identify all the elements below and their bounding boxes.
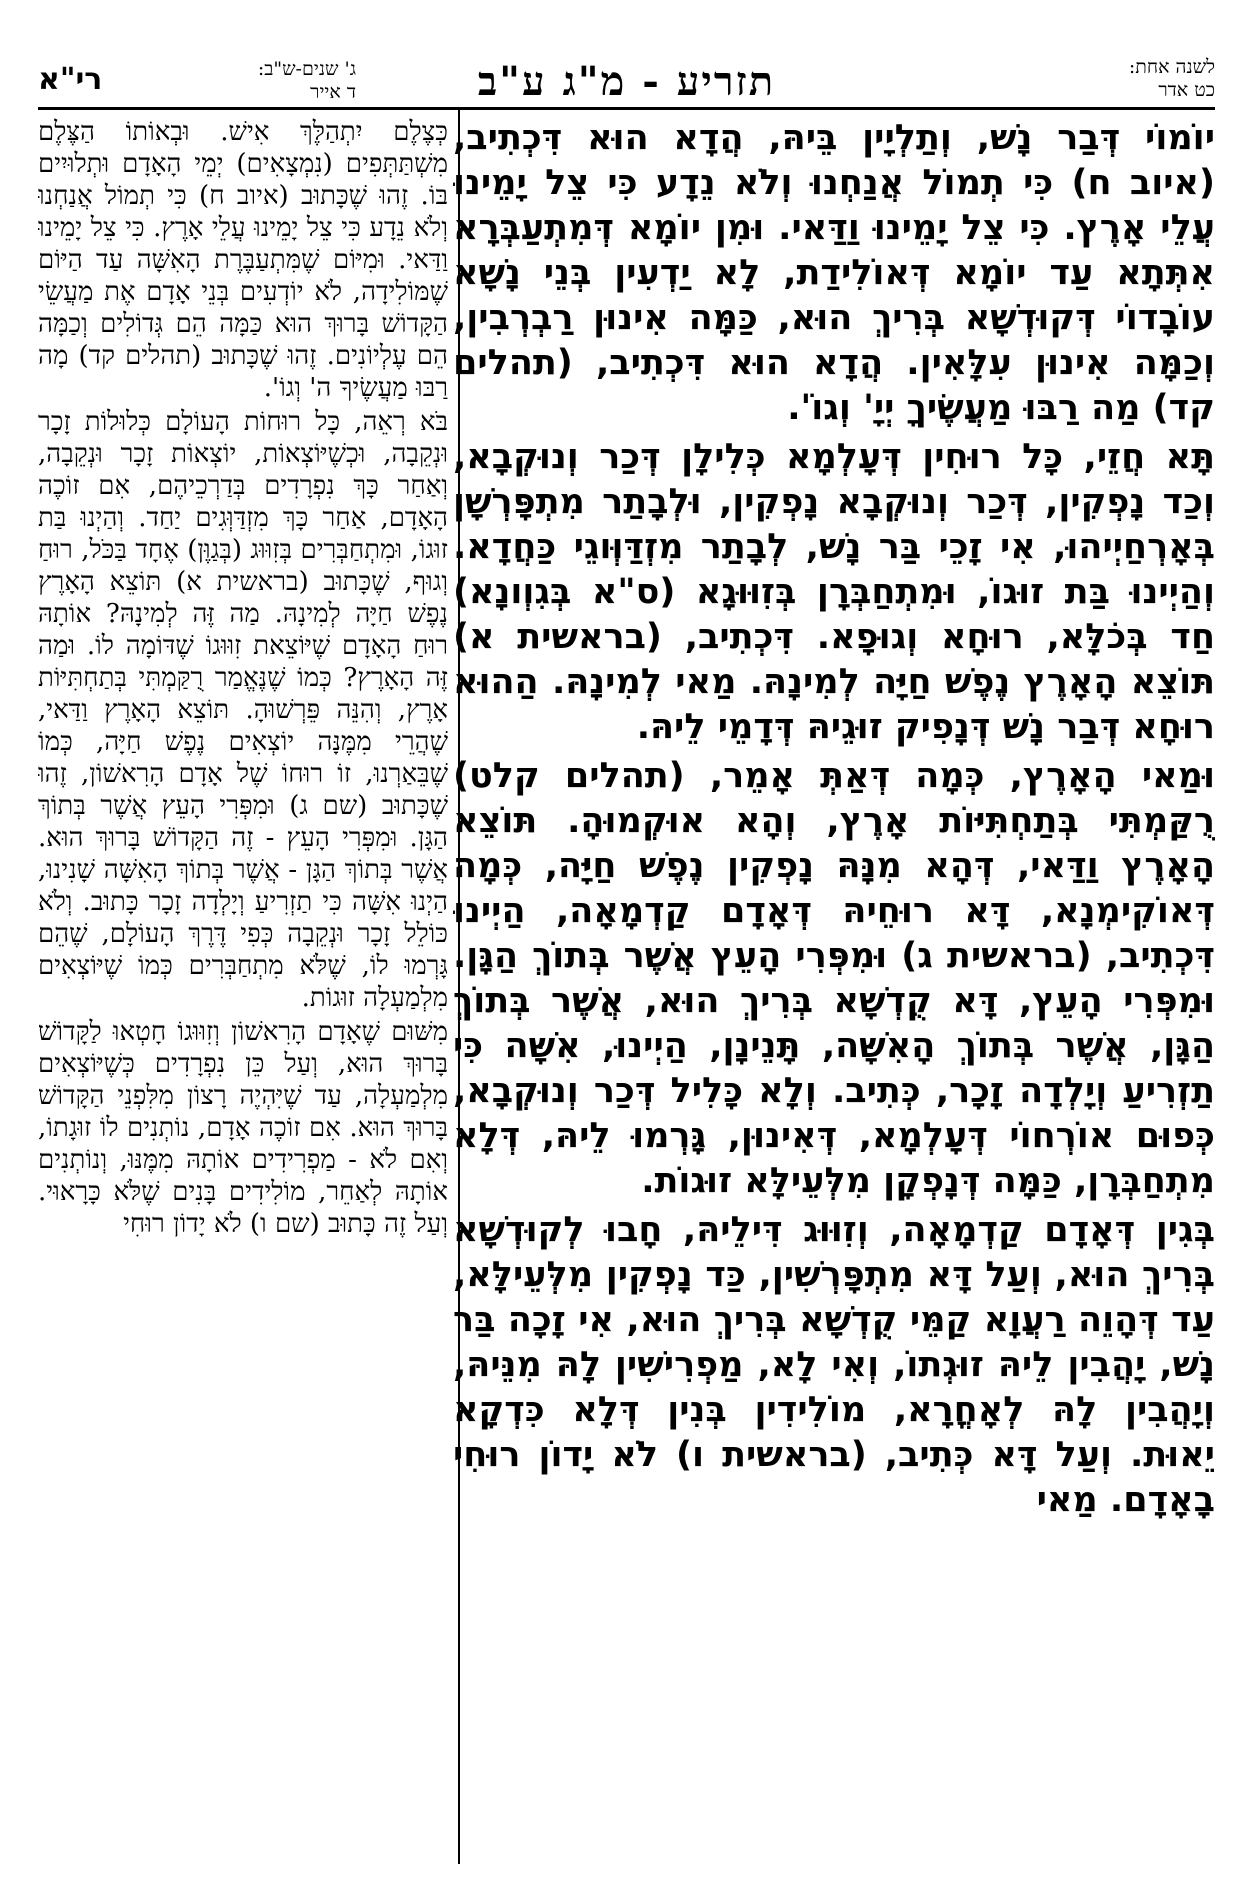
page-header	[38, 56, 1215, 106]
header-right-info	[915, 56, 1215, 102]
page-title: תזריע - מ"ג ע"ב	[477, 58, 776, 105]
main-paragraph-4: בְּגִין דְּאָדָם קַדְמָאָה, וְזִוּוּג דִּילֵיהּ, חָבוּ לְקוּדְשָׁא בְּרִיךְ הוּא, וְעַל דָּא מִתְפָּרְשִׁין, כַּד נָפְקִין מִלְּעֵילָּא, עַד דְּהָוֵה רַעֲוָא קַמֵּי קֻדְשָׁא בְּרִיךְ הוּא, אִי זָכָה בַּר נָשׁ, יָהֲבִין לֵיהּ זוּגְתוֹ, וְאִי לָא, מַפְרִישִׁין לָהּ מִנֵּיהּ, וְיָהֲבִין לָהּ לְאָחֳרָא, מוֹלִידִין בְּנִין דְּלָא כִּדְקָא יֵאוּת. וְעַל דָּא כְּתִיב, (בראשית ו) לֹא יָדוֹן רוּחִי בָאָדָם. מַאי	[453, 1210, 1215, 1520]
side-paragraph-3: מִשּׁוּם שֶׁאָדָם הָרִאשׁוֹן וְזִוּוּגוֹ חָטְאוּ לַקָּדוֹשׁ בָּרוּךְ הוּא, וְעַל כֵּן נִפְרָדִים כְּשֶׁיּוֹצְאִים מִלְמַעְלָה, עַד שֶׁיִּהְיֶה רָצוֹן מִלִּפְנֵי הַקָּדוֹשׁ בָּרוּךְ הוּא. אִם זוֹכֶה אָדָם, נוֹתְנִים לוֹ זוּגָתוֹ, וְאִם לֹא - מַפְרִידִים אוֹתָהּ מִמֶּנּוּ, וְנוֹתְנִים אוֹתָהּ לְאַחֵר, מוֹלִידִים בָּנִים שֶׁלֹּא כָּרָאוּי. וְעַל זֶה כָּתוּב (שם ו) לֹא יָדוֹן רוּחִי	[38, 1017, 448, 1239]
side-paragraph-1: כְּצֶלֶם יִתְהַלֶּךְ אִישׁ. וּבְאוֹתוֹ הַצֶּלֶם מִשְׁתַּתְּפִים (נִמְצָאִים) יְמֵי הָאָדָם וּתְלוּיִים בּוֹ. זֶהוּ שֶׁכָּתוּב (איוב ח) כִּי תְמוֹל אֲנַחְנוּ וְלֹא נֵדָע כִּי צֵל יָמֵינוּ עֲלֵי אָרֶץ. כִּי צֵל יָמֵינוּ וַדַּאי. וּמִיּוֹם שֶׁמִּתְעַבֶּרֶת הָאִשָּׁה עַד הַיּוֹם שֶׁמּוֹלִידָה, לֹא יוֹדְעִים בְּנֵי אָדָם אֶת מַעֲשֵׂי הַקָּדוֹשׁ בָּרוּךְ הוּא כַּמָּה הֵם גְּדוֹלִים וְכַמָּה הֵם עֶלְיוֹנִים. זֶהוּ שֶׁכָּתוּב (תהלים קד) מָה רַבּוּ מַעֲשֶׂיךָ ה' וְגוֹ'.	[38, 117, 448, 403]
schedule-line-1: ג' שנים-ש"ב:	[257, 58, 356, 80]
main-paragraph-2: תָּא חֲזֵי, כָּל רוּחִין דְּעָלְמָא כְּלִילָן דְּכַר וְנוּקְבָא, וְכַד נָפְקִין, דְּכַר וְנוּקְבָא נָפְקִין, וּלְבָתַר מִתְפָּרְשָׁן בְּאָרְחַיְיהוּ, אִי זָכֵי בַּר נָשׁ, לְבָתַר מִזְדַּוְּוגֵי כַּחֲדָא. וְהַיְינוּ בַּת זוּגוֹ, וּמִתְחַבְּרָן בְּזִוּוּגָא (ס"א בְּגִוְונָא) חַד בְּכֹלָּא, רוּחָא וְגוּפָא. דִּכְתִיב, (בראשית א) תּוֹצֵא הָאָרֶץ נֶפֶשׁ חַיָּה לְמִינָהּ. מַאי לְמִינָהּ. הַהוּא רוּחָא דְּבַר נָשׁ דְּנָפִיק זוּגֵיהּ דְּדָמֵי לֵיהּ.	[453, 437, 1215, 747]
schedule-line-2: ד אייר	[310, 81, 356, 103]
main-paragraph-1: יוֹמוֹי דְּבַר נָשׁ, וְתַלְיָין בֵּיהּ, הֲדָא הוּא דִּכְתִיב, (איוב ח) כִּי תְמוֹל אֲנַחְנוּ וְלֹא נֵדָע כִּי צֵל יָמֵינוּ עֲלֵי אָרֶץ. כִּי צֵל יָמֵינוּ וַדַּאי. וּמִן יוֹמָא דְּמִתְעַבְּרָא אִתְּתָא עַד יוֹמָא דְּאוֹלִידַת, לָא יַדְעִין בְּנֵי נָשָׁא עוֹבָדוֹי דְּקוּדְשָׁא בְּרִיךְ הוּא, כַּמָּה אִינוּן רַבְרְבִין, וְכַמָּה אִינוּן עִלָּאִין. הֲדָא הוּא דִּכְתִיב, (תהלים קד) מַה רַבּוּ מַעֲשֶׂיךָ יְיָ' וְגוֹ'.	[453, 118, 1215, 428]
year-line-2: כט אדר	[1158, 79, 1215, 101]
page-number: רי"א	[38, 62, 103, 97]
main-paragraph-3: וּמַאי הָאָרֶץ, כְּמָה דְּאַתְּ אָמֵר, (תהלים קלט) רֻקַּמְתִּי בְּתַחְתִּיּוֹת אָרֶץ, וְהָא אוּקְמוּהָ. תּוֹצֵא הָאָרֶץ וַדַּאי, דְּהָא מִנָּהּ נָפְקִין נֶפֶשׁ חַיָּה, כְּמָה דְּאוֹקִימְנָא, דָּא רוּחֵיהּ דְּאָדָם קַדְמָאָה, הַיְינוּ דִּכְתִיב, (בראשית ג) וּמִפְּרִי הָעֵץ אֲשֶׁר בְּתוֹךְ הַגָּן. וּמִפְּרִי הָעֵץ, דָּא קֻדְשָׁא בְּרִיךְ הוּא, אֲשֶׁר בְּתוֹךְ הַגָּן, אֲשֶׁר בְּתוֹךְ הָאִשָּׁה, תָּנֵינָן, הַיְינוּ, אִשָּׁה כִּי תַזְרִיעַ וְיָלְדָה זָכָר, כְּתִיב. וְלָא כָּלִיל דְּכַר וְנוּקְבָא, כְּפוּם אוֹרְחוֹי דְּעָלְמָא, דְּאִינוּן, גָּרְמוּ לֵיהּ, דְּלָא מִתְחַבְּרָן, כַּמָּה דְּנָפְקָן מִלְּעֵילָּא זוּגוֹת.	[453, 756, 1215, 1201]
main-column	[453, 116, 1215, 1864]
year-line-1: לשנה אחת:	[1128, 56, 1215, 78]
translation-column	[38, 116, 448, 1864]
header-rule	[38, 107, 1215, 110]
side-paragraph-2: בֹּא רְאֵה, כָּל רוּחוֹת הָעוֹלָם כְּלוּלוֹת זָכָר וּנְקֵבָה, וּכְשֶׁיּוֹצְאוֹת, יוֹצְאוֹת זָכָר וּנְקֵבָה, וְאַחַר כָּךְ נִפְרָדִים בְּדַרְכֵיהֶם, אִם זוֹכֶה הָאָדָם, אַחַר כָּךְ מִזְדַּוְּגִים יַחַד. וְהַיְנוּ בַּת זוּגוֹ, וּמִתְחַבְּרִים בְּזִוּוּג (בְּגַוֶּן) אֶחָד בַּכֹּל, רוּחַ וְגוּף, שֶׁכָּתוּב (בראשית א) תּוֹצֵא הָאָרֶץ נֶפֶשׁ חַיָּה לְמִינָהּ. מַה זֶּה לְמִינָהּ? אוֹתָהּ רוּחַ הָאָדָם שֶׁיּוֹצֵאת זִוּוּגוֹ שֶׁדּוֹמָה לוֹ. וּמַה זֶּה הָאָרֶץ? כְּמוֹ שֶׁנֶּאֱמַר רֻקַּמְתִּי בְּתַחְתִּיּוֹת אָרֶץ, וְהִנֵּה פֵּרְשׁוּהָ. תּוֹצֵא הָאָרֶץ וַדַּאי, שֶׁהֲרֵי מִמֶּנָּה יוֹצְאִים נֶפֶשׁ חַיָּה, כְּמוֹ שֶׁבֵּאַרְנוּ, זוֹ רוּחוֹ שֶׁל אָדָם הָרִאשׁוֹן, זֶהוּ שֶׁכָּתוּב (שם ג) וּמִפְּרִי הָעֵץ אֲשֶׁר בְּתוֹךְ הַגָּן. וּמִפְּרִי הָעֵץ - זֶה הַקָּדוֹשׁ בָּרוּךְ הוּא. אֲשֶׁר בְּתוֹךְ הַגָּן - אֲשֶׁר בְּתוֹךְ הָאִשָּׁה שָׁנִינוּ, הַיְנוּ אִשָּׁה כִּי תַזְרִיעַ וְיָלְדָה זָכָר כָּתוּב. וְלֹא כּוֹלֵל זָכָר וּנְקֵבָה כְּפִי דֶּרֶךְ הָעוֹלָם, שֶׁהֵם גָּרְמוּ לוֹ, שֶׁלֹּא מִתְחַבְּרִים כְּמוֹ שֶׁיּוֹצְאִים מִלְמַעְלָה זוּגוֹת.	[38, 407, 448, 1013]
